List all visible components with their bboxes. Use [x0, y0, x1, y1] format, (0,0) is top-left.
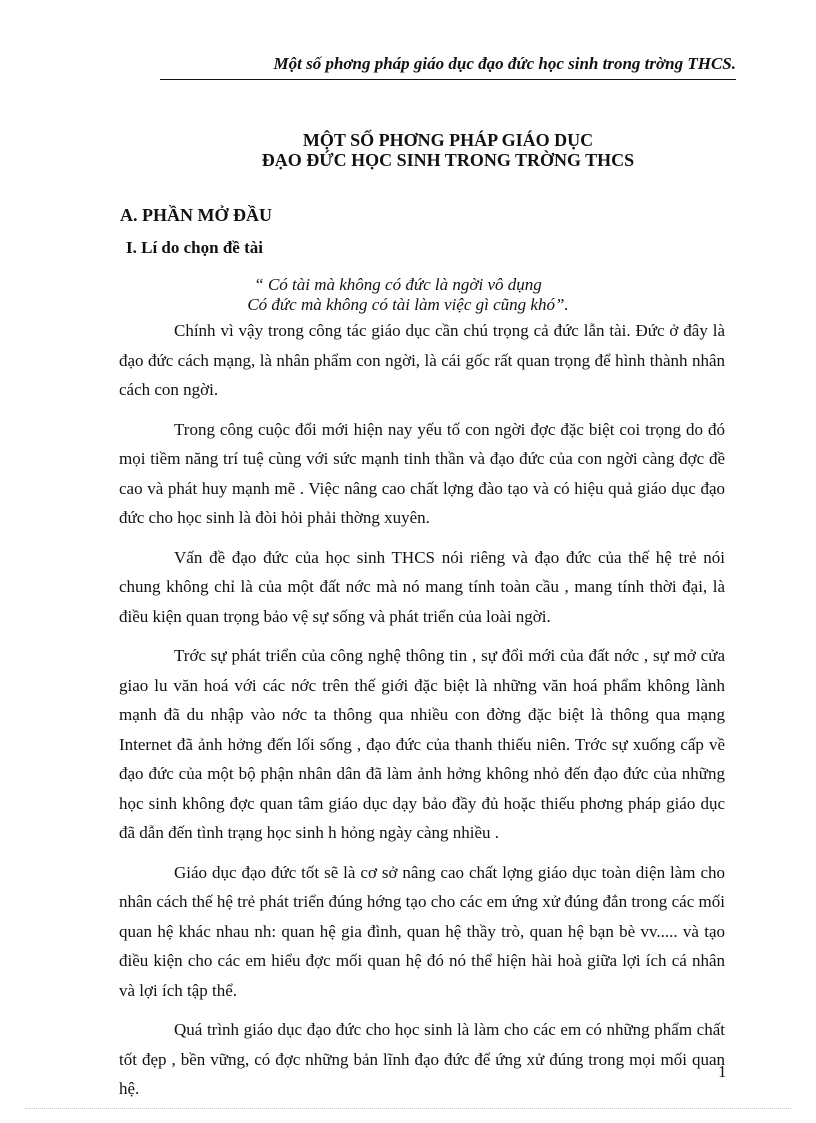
page-bottom-dotted-border: [25, 1108, 791, 1109]
section-heading-a: A. PHẦN MỞ ĐẦU: [120, 205, 272, 225]
paragraph: Giáo dục đạo đức tốt sẽ là cơ sở nâng cao chất lợng giáo dục toàn diện làm cho nhân cách thế hệ trẻ phát triển đúng hớng tạo cho các em ứng xử đúng đắn trong các mối quan hệ khác nhau nh: quan hệ gia đình, quan hệ thầy trò, quan hệ bạn bè vv..... và tạo điều kiện cho các em hiểu đợc mối quan hệ đó nó thể hiện hài hoà giữa lợi ích cá nhân và lợi ích tập thể.: [119, 862, 725, 1000]
body-text: [119, 316, 725, 1114]
paragraph: Quá trình giáo dục đạo đức cho học sinh là làm cho các em có những phẩm chất tốt đẹp , bền vững, có đợc những bản lĩnh đạo đức để ứng xử đúng trong mọi mối quan hệ.: [119, 1020, 725, 1098]
paragraph: Vấn đề đạo đức của học sinh THCS nói riêng và đạo đức của thế hệ trẻ nói chung không chỉ là của một đất nớc mà nó mang tính toàn cầu , mang tính thời đại, là điều kiện quan trọng bảo vệ sự sống và phát triển của loài ngời.: [119, 547, 725, 626]
document-title-line-2: ĐẠO ĐỨC HỌC SINH TRONG TRỜNG THCS: [261, 150, 635, 170]
document-title-line-1: MỘT SỐ PHƠNG PHÁP GIÁO DỤC: [302, 130, 594, 150]
subsection-heading-i: I. Lí do chọn đề tài: [126, 238, 263, 257]
paragraph: Chính vì vậy trong công tác giáo dục cần chú trọng cả đức lẫn tài. Đức ở đây là đạo đức cách mạng, là nhân phẩm con ngời, là cái gốc rất quan trọng để hình thành nhân cách con ngời.: [119, 321, 725, 399]
running-header: Một số phơng pháp giáo dục đạo đức học sinh trong trờng THCS.: [273, 54, 736, 73]
paragraph: Trong công cuộc đổi mới hiện nay yếu tố con ngời đợc đặc biệt coi trọng do đó mọi tiềm năng trí tuệ cùng với sức mạnh tinh thần và đạo đức của con ngời càng đợc đề cao và phát huy mạnh mẽ . Việc nâng cao chất lợng đào tạo và có hiệu quả giáo dục đạo đức cho học sinh là đòi hỏi phải thờng xuyên.: [119, 419, 725, 527]
quote-line-2: Có đức mà không có tài làm việc gì cũng khó”.: [247, 295, 569, 314]
paragraph: Trớc sự phát triển của công nghệ thông tin , sự đổi mới của đất nớc , sự mở cửa giao lu văn hoá với các nớc trên thế giới đặc biệt là những văn hoá phẩm không lành mạnh đã du nhập vào nớc ta thông qua nhiều con đờng đặc biệt là thông qua mạng Internet đã ảnh hởng đến lối sống , đạo đức của thanh thiếu niên. Trớc sự xuống cấp về đạo đức của một bộ phận nhân dân đã làm ảnh hởng không nhỏ đến đạo đức của những học sinh không đợc quan tâm giáo dục dạy bảo đầy đủ hoặc thiếu phơng pháp giáo dục đã dẫn đến tình trạng học sinh h hỏng ngày càng nhiều .: [119, 646, 725, 842]
header-rule: [160, 79, 736, 80]
quote-line-1: “ Có tài mà không có đức là ngời vô dụng: [254, 275, 542, 294]
page-number: 1: [718, 1062, 727, 1081]
